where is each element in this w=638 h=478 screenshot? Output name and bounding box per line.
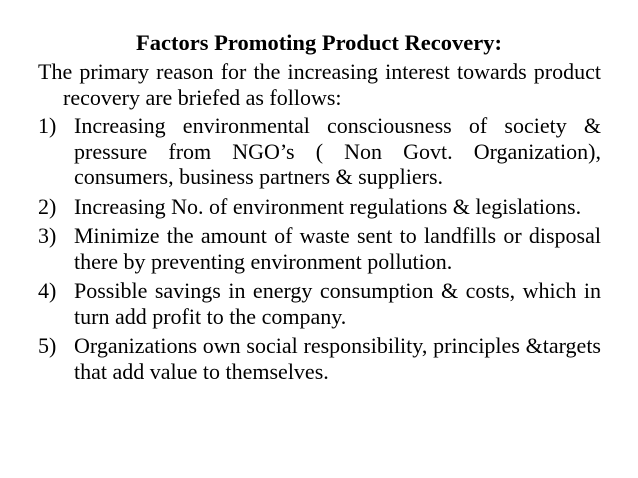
list-item-number: 5) <box>38 333 57 358</box>
list-item-text: Increasing No. of environment regulations & legislations. <box>74 193 582 219</box>
list-item-number: 4) <box>38 278 57 303</box>
list-item <box>38 194 601 220</box>
list-item-number: 2) <box>38 193 57 219</box>
slide-title: Factors Promoting Product Recovery: <box>136 30 502 55</box>
list-item-text: Organizations own social responsibility, principles &targets that add value to themselves. <box>74 333 601 384</box>
list-item-number: 1) <box>38 113 57 138</box>
list-item <box>38 113 601 190</box>
list-item-number: 3) <box>38 223 57 248</box>
list-item-text: Possible savings in energy consumption & costs, which in turn add profit to the company. <box>74 278 601 329</box>
list-item-text: Minimize the amount of waste sent to landfills or disposal there by preventing environment pollution. <box>74 223 601 274</box>
list-item-text: Increasing environmental consciousness of society & pressure from NGO’s ( Non Govt. Organization), consumers, business partners & suppliers. <box>74 113 601 189</box>
slide-body <box>38 59 601 388</box>
list-item <box>38 278 601 329</box>
list-item <box>38 223 601 274</box>
list-item <box>38 333 601 384</box>
intro-paragraph: The primary reason for the increasing interest towards product recovery are briefed as follows: <box>38 59 601 110</box>
